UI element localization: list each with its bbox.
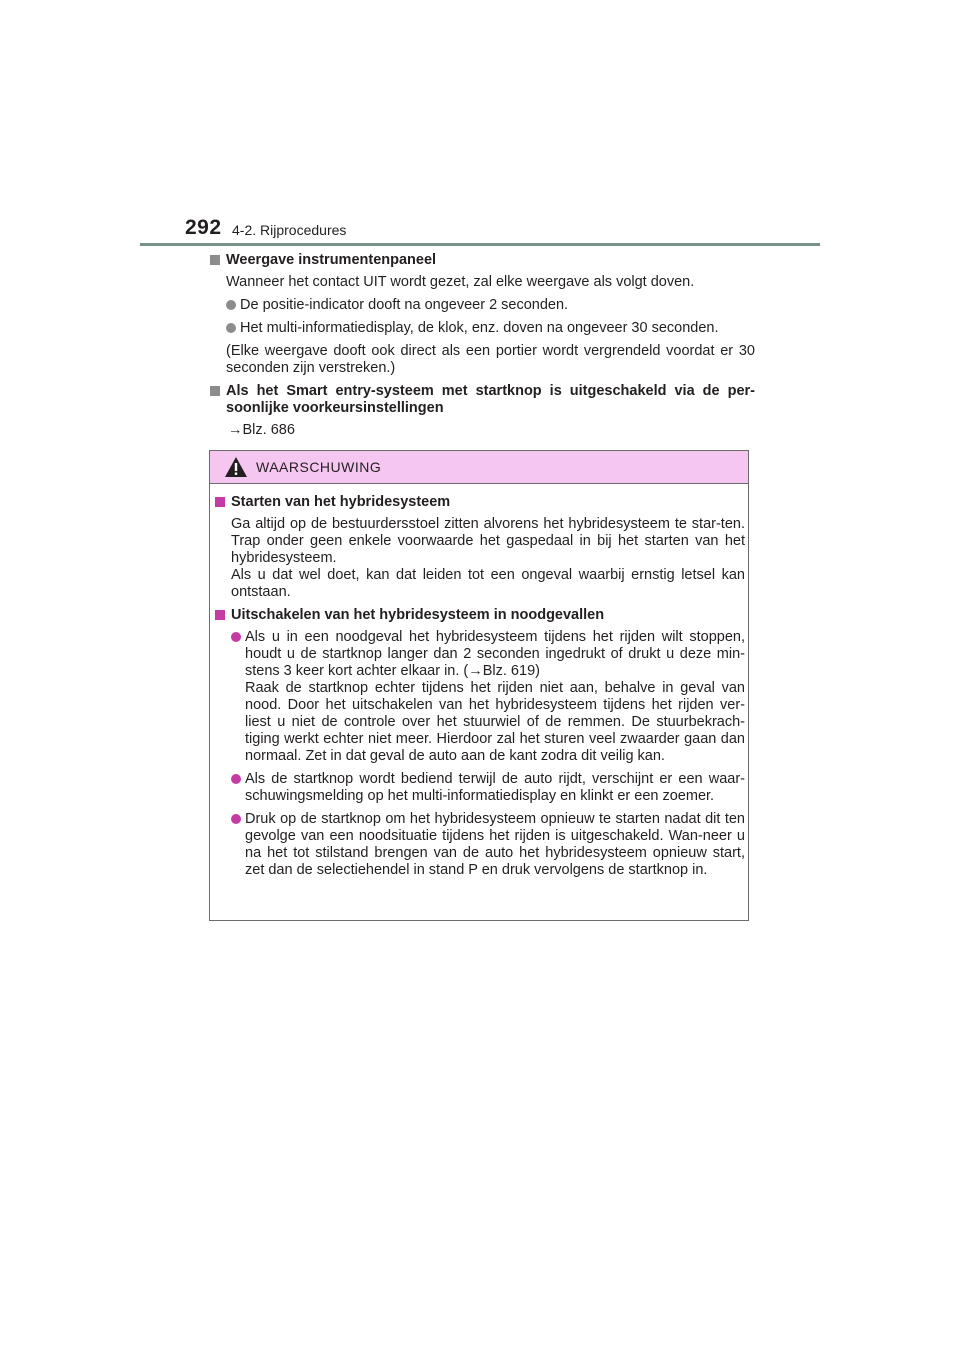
warning-title: WAARSCHUWING	[256, 459, 382, 475]
square-bullet-icon	[210, 386, 220, 396]
list-item: Druk op de startknop om het hybridesysteem opnieuw te starten nadat dit ten gevolge van een noodsituatie tijdens het rijden is uitgeschakeld. Wan-neer u na het tot stilstand brengen van de auto het hybridesysteem opnieuw start, zet dan de selectiehendel in stand P en druk vervolgens de startknop in.	[215, 811, 745, 879]
list-item: De positie-indicator dooft na ongeveer 2 seconden.	[210, 297, 755, 314]
main-content	[210, 252, 755, 439]
page-reference-link[interactable]: →Blz. 686	[228, 422, 295, 438]
circle-bullet-icon	[231, 814, 241, 824]
warning-header	[210, 451, 748, 484]
square-bullet-icon	[215, 497, 225, 507]
warning-content	[215, 494, 745, 885]
page-header	[185, 216, 820, 246]
page-number: 292	[185, 216, 222, 239]
paragraph: Wanneer het contact UIT wordt gezet, zal elke weergave als volgt doven.	[226, 274, 695, 290]
paragraph: Ga altijd op de bestuurdersstoel zitten alvorens het hybridesysteem te star-ten. Trap onder geen enkele voorwaarde het gaspedaal in bij het starten van het hybridesysteem. Als u dat wel doet, kan dat leiden tot een ongeval waarbij ernstig letsel kan ontstaan.	[231, 516, 745, 600]
header-rule	[140, 243, 820, 246]
section-title: 4-2. Rijprocedures	[232, 222, 347, 238]
paragraph: (Elke weergave dooft ook direct als een portier wordt vergrendeld voordat er 30 seconden zijn verstreken.)	[226, 343, 755, 376]
list-item: Als de startknop wordt bediend terwijl de auto rijdt, verschijnt er een waar-schuwingsmelding op het multi-informatiedisplay en klinkt er een zoemer.	[215, 771, 745, 805]
heading-emergency-stop: Uitschakelen van het hybridesysteem in noodgevallen	[215, 607, 745, 624]
heading-start-hybrid: Starten van het hybridesysteem	[215, 494, 745, 511]
heading-instrument-panel: Weergave instrumentenpaneel	[210, 252, 755, 269]
square-bullet-icon	[215, 610, 225, 620]
heading-smart-entry: Als het Smart entry-systeem met startknop is uitgeschakeld via de per-soonlijke voorkeursinstellingen	[210, 383, 755, 417]
warning-box	[209, 450, 749, 921]
circle-bullet-icon	[226, 300, 236, 310]
square-bullet-icon	[210, 255, 220, 265]
circle-bullet-icon	[231, 632, 241, 642]
circle-bullet-icon	[231, 774, 241, 784]
circle-bullet-icon	[226, 323, 236, 333]
warning-triangle-icon	[224, 456, 248, 478]
list-item: Het multi-informatiedisplay, de klok, enz. doven na ongeveer 30 seconden.	[210, 320, 755, 337]
list-item: Als u in een noodgeval het hybridesysteem tijdens het rijden wilt stoppen, houdt u de startknop langer dan 2 seconden ingedrukt of drukt u deze min-stens 3 keer kort achter elkaar in. (→Blz. 619) Raak de startknop echter tijdens het rijden niet aan, behalve in geval van nood. Door het uitschakelen van het hybridesysteem tijdens het rijden ver-liest u niet de controle over het stuurwiel of de remmen. De stuurbekrach-tiging werkt echter niet meer. Hierdoor zal het sturen veel zwaarder gaan dan normaal. Zet in dat geval de auto aan de kant zodra dit veilig kan.	[215, 629, 745, 765]
